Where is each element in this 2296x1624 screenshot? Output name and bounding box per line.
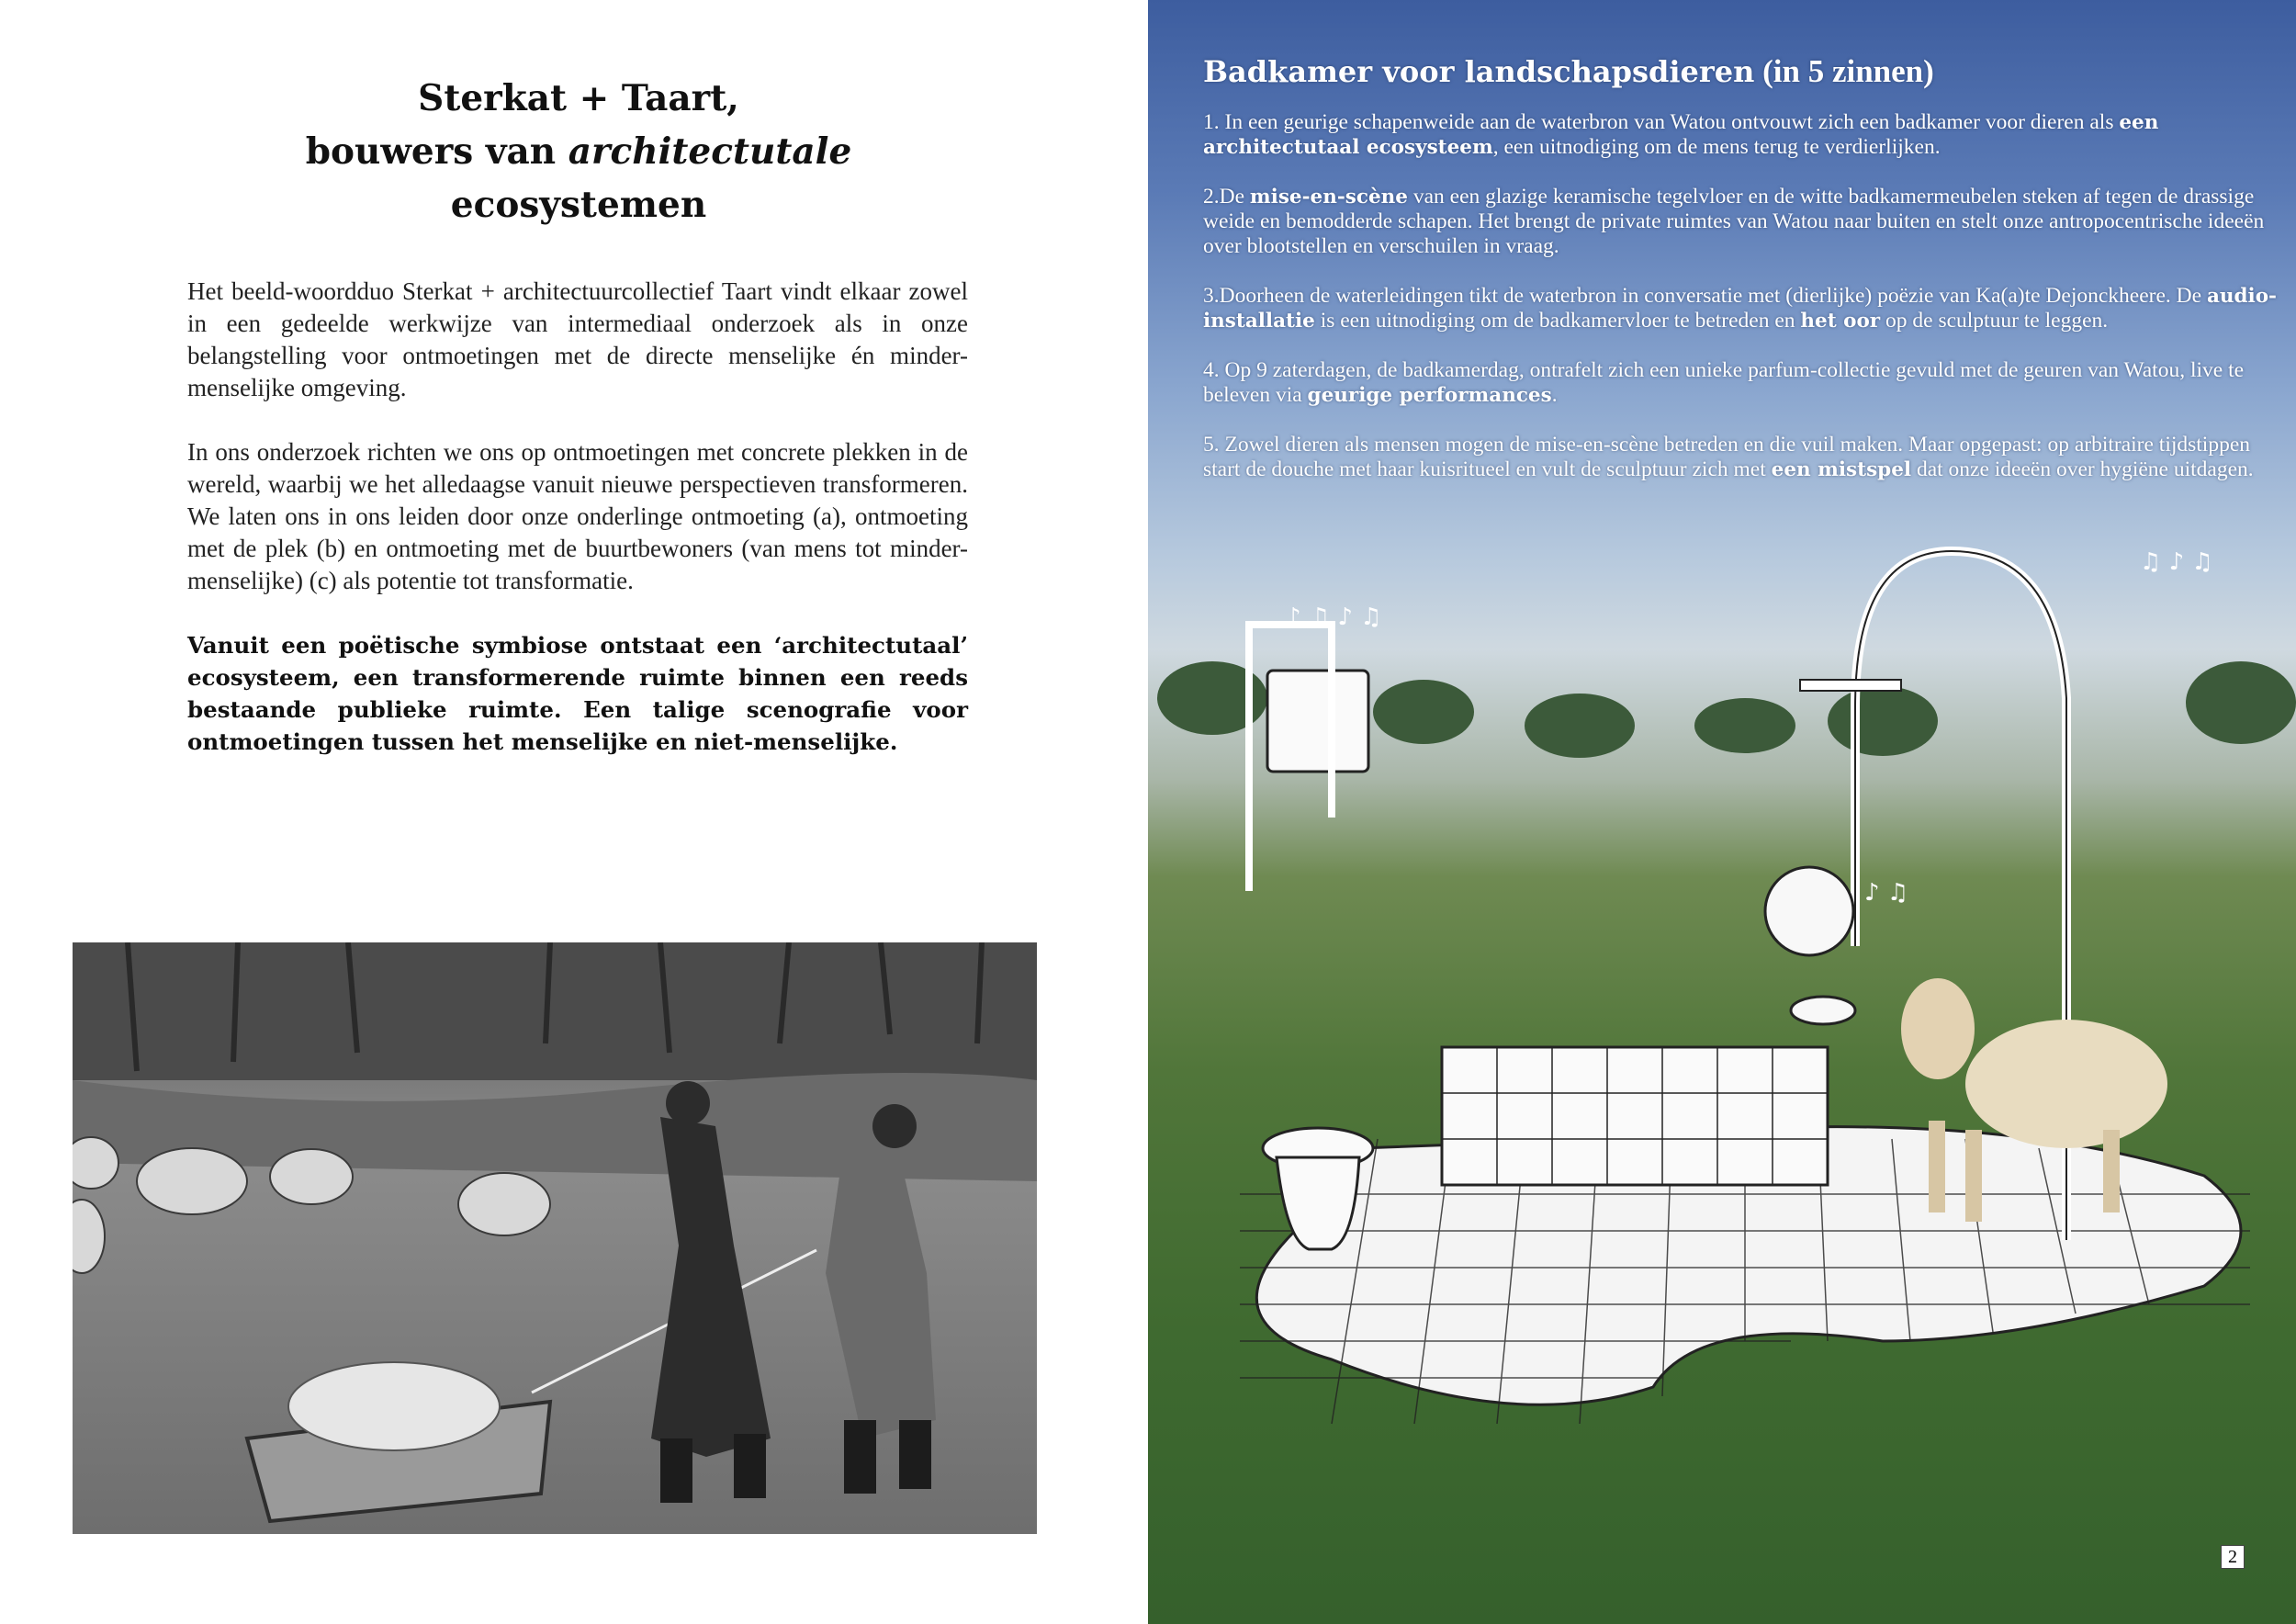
page-number: 2 (2221, 1545, 2245, 1569)
sentence-5 (1203, 433, 2278, 482)
sentence-5-text: 5. Zowel dieren als mensen mogen de mise-en-scène betreden en die vuil maken. Maar opgepast: op arbitraire tijdstippen start de douche met haar kuisritueel en vult de sculptuur zich met (1203, 433, 2251, 481)
right-text-block (1203, 51, 2278, 507)
sentence-5-bold: een mistspel (1771, 458, 1912, 481)
sentence-4-end: . (1551, 383, 1558, 407)
right-title-bold: Badkamer voor landschapsdieren (1203, 54, 1755, 89)
sentence-1-text: 1. In een geurige schapenweide aan de waterbron van Watou ontvouwt zich een badkamer voor dieren als (1203, 110, 2120, 134)
sentence-4 (1203, 358, 2278, 408)
intro-paragraph-2: In ons onderzoek richten we ons op ontmoetingen met concrete plekken in de wereld, waarbij we het alledaagse vanuit nieuwe perspectieven transformeren. We laten ons in ons leiden door onze onderlinge ontmoeting (a), ontmoeting met de plek (b) en ontmoeting met de buurtbewoners (van mens tot minder-menselijke) (c) als potentie tot transformatie. (187, 438, 968, 594)
sentence-1-end: , een uitnodiging om de mens terug te verdierlijken. (1492, 135, 1941, 159)
svg-text:♫ ♪ ♫: ♫ ♪ ♫ (2140, 548, 2213, 576)
sentence-3-mid: is een uitnodiging om de badkamervloer te betreden en (1314, 309, 1801, 333)
sentence-2-end: van een glazige keramische tegelvloer en de witte badkamermeubelen steken af tegen de drassige weide en bemodderde schapen. Het brengt de private ruimtes van Watou naar buiten en stelt onze antropocentrische ideeën over blootstellen en verschuilen in vraag. (1203, 185, 2265, 258)
svg-text:♪ ♫ ♪ ♫: ♪ ♫ ♪ ♫ (1286, 603, 1382, 631)
shower-head (1800, 680, 1901, 691)
intro-paragraph-3: Vanuit een poëtische symbiose ontstaat een ‘architectutaal’ ecosysteem, een transformerende ruimte binnen een reeds bestaande publieke ruimte. Een talige scenografie voor ontmoetingen tussen het menselijke en niet-menselijke. (187, 632, 968, 755)
intro-text (187, 276, 968, 790)
bathtub (1442, 1047, 1828, 1185)
sentence-2-text: 2.De (1203, 185, 1250, 209)
sentence-1 (1203, 110, 2278, 160)
sentence-3 (1203, 284, 2278, 333)
farmers-sheep-photo (73, 942, 1037, 1534)
right-title-rest: (in 5 zinnen) (1754, 53, 1934, 89)
sink (1791, 997, 1855, 1024)
sentence-2-bold: mise-en-scène (1249, 186, 1408, 209)
sentence-4-text: 4. Op 9 zaterdagen, de badkamerdag, ontrafelt zich een unieke parfum-collectie gevuld met de geuren van Watou, live te beleven via (1203, 358, 2245, 407)
svg-text:♪ ♫: ♪ ♫ (1864, 879, 1909, 907)
sentence-3-bold: audio-installatie (1203, 285, 2277, 333)
mirror (1765, 867, 1853, 955)
sentence-3-text: 3.Doorheen de waterleidingen tikt de waterbron in conversatie met (dierlijke) poëzie van Ka(a)te Dejonckheere. De (1203, 284, 2207, 308)
bathroom-meadow-collage (1148, 514, 2296, 1624)
title-line-1: Sterkat + Taart, (418, 77, 739, 119)
sentence-3-bold-2: het oor (1800, 310, 1881, 333)
right-title (1203, 51, 2278, 92)
sentence-1-bold: een architectutaal ecosysteem (1203, 111, 2159, 159)
title-line-2-pre: bouwers van (305, 130, 568, 173)
sentence-4-bold: geurige performances (1307, 384, 1552, 407)
title-line-2-emphasis: architectutale (568, 130, 852, 173)
sentence-5-end: dat onze ideeën over hygiëne uitdagen. (1911, 457, 2254, 481)
title-line-2-post: ecosystemen (450, 184, 707, 226)
page-title (184, 72, 974, 231)
toilet (1263, 671, 1373, 1249)
photo-illustration (73, 942, 1037, 1534)
sentence-2 (1203, 185, 2278, 259)
sentence-3-end: op de sculptuur te leggen. (1880, 309, 2109, 333)
intro-paragraph-1: Het beeld-woordduo Sterkat + architectuurcollectief Taart vindt elkaar zowel in een gedeelde werkwijze van intermediaal onderzoek als in onze belangstelling voor ontmoetingen met de directe menselijke én minder-menselijke omgeving. (187, 277, 968, 401)
